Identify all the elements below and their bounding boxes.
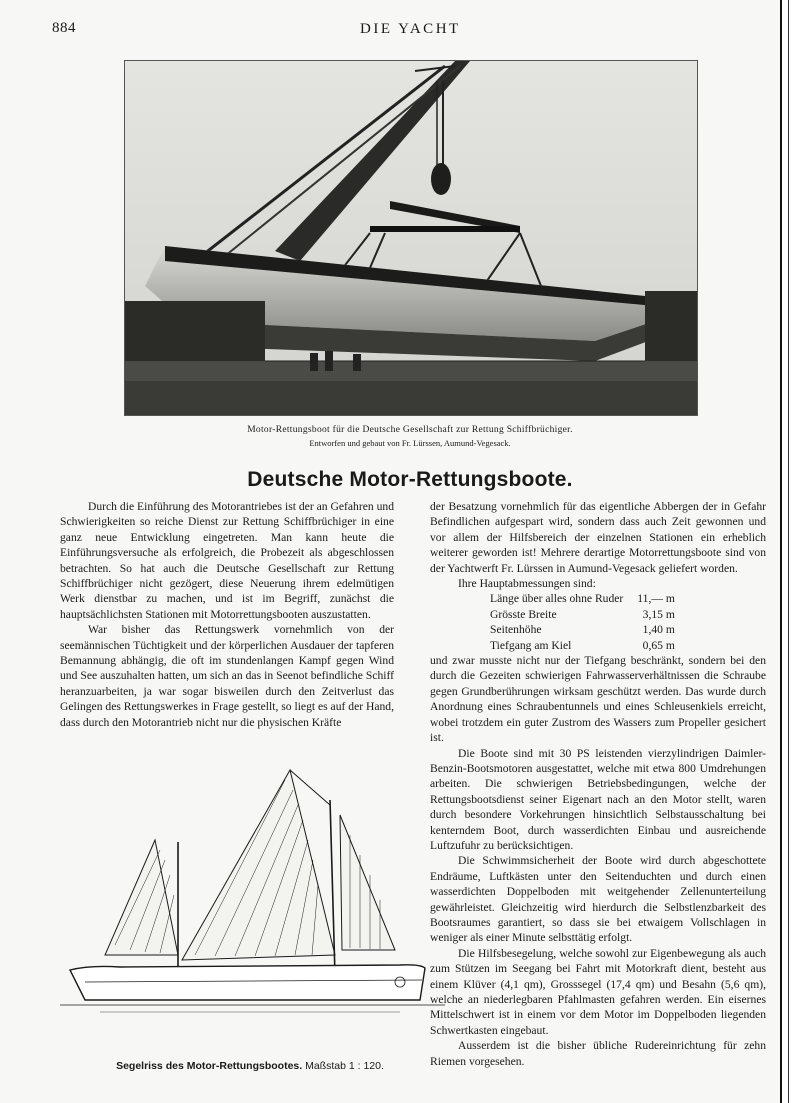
sail-plan-title: Segelriss des Motor-Rettungsbootes. (116, 1060, 303, 1072)
page-binding-edge (780, 0, 799, 1103)
paragraph: Die Boote sind mit 30 PS leistenden vierzylindrigen Daimler-Benzin-Bootsmotoren ausgestattet, welche mit etwa 800 Umdrehungen arbeiten. Die schwierigen Betriebsbedingungen, welche der Rettungsbootsdienst seiner Eigenart nach an den Motor stellt, waren durch besondere Vorkehrungen hinsichtlich Selbstausschaltung bei kenterndem Boot, durch wasserdichten Einbau und ausreichende Luftzufuhr zu berücksichtigen. (430, 746, 766, 852)
paragraph: der Besatzung vornehmlich für das eigentliche Abbergen der in Gefahr Befindlichen aufgespart wird, sondern dass auch Zeit gewonnen und vor allem der Hilfsbereich der einzelnen Stationen ein erheblich weiterer geworden ist! Mehrere derartige Motorrettungsboote sind von der Yachtwerft Fr. Lürssen in Aumund-Vegesack geliefert worden. (430, 500, 766, 575)
left-column (60, 499, 394, 730)
paragraph: Ausserdem ist die bisher übliche Rudereinrichtung für zehn Riemen vorgesehen. (430, 1039, 766, 1068)
page-number: 884 (52, 20, 76, 36)
sail-plan-caption (60, 1060, 440, 1072)
dimension-label: Grösste Breite (490, 607, 557, 621)
dimensions-table (490, 591, 675, 653)
dimension-label: Seitenhöhe (490, 623, 542, 637)
article-title: Deutsche Motor-Rettungsboote. (247, 468, 573, 491)
dimension-value: 3,15 m (642, 607, 675, 621)
paragraph: Die Schwimmsicherheit der Boote wird durch abgeschottete Endräume, Luftkästen unter den Seitenduchten und durch einen wasserdichten Doppelboden mit weitgehender Zellenunterteilung gewährleistet. Gleichzeitig wird hierdurch die Selbstlenzbarkeit des Bootsraumes garantiert, so dass sie bei etwaigem Vollschlagen in weniger als einer Minute selbsttätig erfolgt. (430, 854, 766, 945)
dimension-row (490, 622, 675, 637)
paragraph: War bisher das Rettungswerk vornehmlich von der seemännischen Tüchtigkeit und der körperlichen Ausdauer der tapferen Bemannung abhängig, die oft im stundenlangen Kampf gegen Wind und See auszuhalten hatten, um sich an das in Seenot befindliche Schiff heranzuarbeiten, ja war sogar bisweilen durch den Zeitverlust das Gelingen des Rettungswerkes in Frage gestellt, so liegt es auf der Hand, dass durch den Motorantrieb nicht nur die physischen Kräfte (60, 623, 394, 729)
dimension-row (490, 638, 675, 653)
dimension-row (490, 591, 675, 606)
paragraph: Die Hilfsbesegelung, welche sowohl zur Eigenbewegung als auch zum Stützen im Seegang bei Fahrt mit Motorkraft dient, besteht aus einem Klüver (4,1 qm), Grosssegel (17,4 qm) und Besahn (5,6 qm), welche an niederlegbaren Pfahlmasten gefahren werden. Ein eisernes Mittelschwert ist in einem vor dem Motor im Doppelboden liegenden Schwertkasten eingebaut. (430, 946, 766, 1037)
paragraph: und zwar musste nicht nur der Tiefgang beschränkt, sondern bei den durch die Gezeiten schwierigen Fahrwasserverhältnissen die Schraube gegen Grundberührungen wirksam geschützt werden. Das wurde durch Anordnung eines Schraubentunnels und eines Schleusenkiels erreicht, wobei trotzdem ein guter Zustrom des Wassers zum Propeller gesichert ist. (430, 654, 766, 745)
paragraph: Durch die Einführung des Motorantriebes ist der an Gefahren und Schwierigkeiten so reiche Dienst zur Rettung Schiffbrüchiger in eine ganz neue Entwicklung eingetreten. Man kann heute die Einführungsversuche als erfolgreich, die Probezeit als abgeschlossen betrachten. So hat auch die Deutsche Gesellschaft zur Rettung Schiffbrüchiger nicht gezögert, diese Neuerung ihrem edelmütigen Werk dienstbar zu machen, und ist im Begriff, zunächst die hauptsächlichsten Stationen mit Motorrettungsbooten auszustatten. (60, 500, 394, 621)
dimension-row (490, 607, 675, 622)
photo-caption: Motor-Rettungsboot für die Deutsche Gesellschaft zur Rettung Schiffbrüchiger. (247, 425, 573, 435)
dimensions-heading: Ihre Hauptabmessungen sind: (458, 577, 596, 591)
dimension-value: 11,— m (637, 592, 675, 606)
right-column (430, 499, 766, 1069)
dimension-value: 1,40 m (642, 623, 675, 637)
running-header: DIE YACHT (360, 21, 461, 37)
lifeboat-crane-photo (124, 60, 698, 416)
dimension-label: Tiefgang am Kiel (490, 638, 572, 652)
dimension-value: 0,65 m (642, 638, 675, 652)
sail-plan-drawing (60, 760, 450, 1050)
dimension-label: Länge über alles ohne Ruder (490, 592, 624, 606)
sail-plan-scale: Maßstab 1 : 120. (305, 1060, 384, 1072)
photo-credit: Entworfen und gebaut von Fr. Lürssen, Aumund-Vegesack. (309, 438, 511, 448)
